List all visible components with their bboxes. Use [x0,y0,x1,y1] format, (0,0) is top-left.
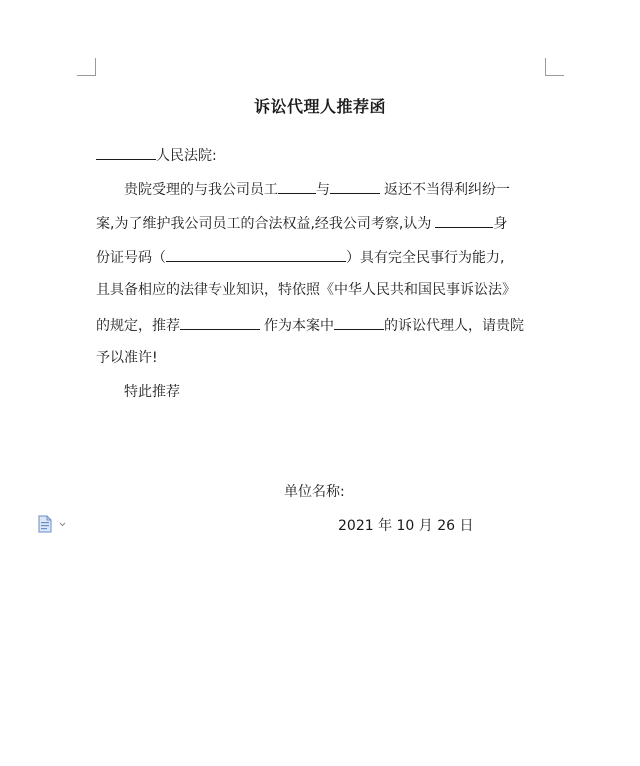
crop-mark-top-right-h [545,75,564,76]
crop-mark-top-left-v [95,58,96,76]
employee-name-blank[interactable] [278,178,316,194]
paragraph-line-2: 案,为了维护我公司员工的合法权益,经我公司考察,认为 身 [96,212,507,234]
court-name-blank[interactable] [96,144,156,160]
closing: 特此推荐 [124,384,180,400]
paragraph-line-3: 份证号码（ ）具有完全民事行为能力, [96,246,504,268]
document-icon[interactable] [38,515,66,533]
salutation [96,144,217,166]
page-title: 诉讼代理人推荐函 [253,97,386,116]
party-blank[interactable] [334,314,384,330]
paragraph-line-4: 且具备相应的法律专业知识，特依照《中华人民共和国民事诉讼法》 [96,282,516,298]
id-number-blank[interactable] [166,246,346,262]
crop-mark-top-right-v [545,58,546,76]
date: 2021 年 10 月 26 日 [338,518,474,534]
paragraph-line-1: 贵院受理的与我公司员工 与 返还不当得利纠纷一 [124,178,510,200]
paragraph-line-6: 予以准许! [96,350,158,366]
signature-label: 单位名称: [284,484,345,500]
opponent-name-blank[interactable] [330,178,380,194]
paragraph-line-5: 的规定，推荐 作为本案中 的诉讼代理人，请贵院 [96,314,524,336]
salutation-text: 人民法院: [156,148,217,164]
crop-mark-top-left-h [77,75,96,76]
agent-name-blank[interactable] [180,314,260,330]
recommended-person-blank[interactable] [435,212,493,228]
